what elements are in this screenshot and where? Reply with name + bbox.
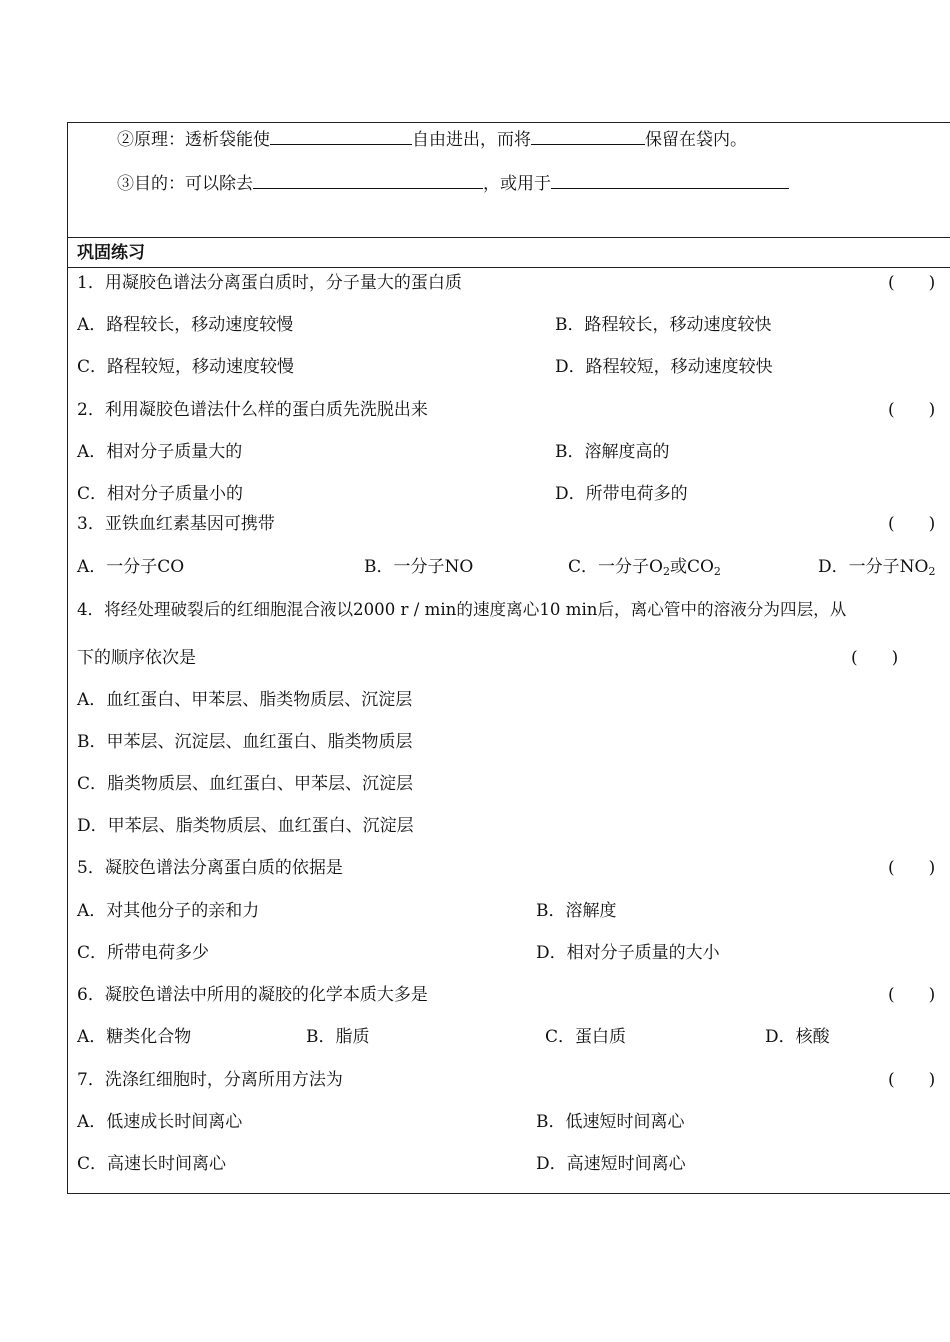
question-stem: 1．用凝胶色谱法分离蛋白质时，分子量大的蛋白质 <box>77 273 462 293</box>
purpose-line: ③目的：可以除去 ，或用于 <box>117 172 789 194</box>
option-b[interactable]: B．甲苯层、沉淀层、血红蛋白、脂类物质层 <box>77 732 413 752</box>
option-a[interactable]: A．一分子CO <box>77 557 185 577</box>
option-a[interactable]: A．路程较长，移动速度较慢 <box>77 315 294 335</box>
blank-field[interactable] <box>253 172 483 189</box>
question-stem: 6．凝胶色谱法中所用的凝胶的化学本质大多是 <box>77 985 428 1005</box>
question-stem: 7．洗涤红细胞时，分离所用方法为 <box>77 1070 343 1090</box>
option-b[interactable]: B．溶解度高的 <box>555 442 670 462</box>
option-c[interactable]: C．蛋白质 <box>545 1027 627 1047</box>
option-d[interactable]: D．高速短时间离心 <box>536 1154 686 1174</box>
option-a[interactable]: A．低速成长时间离心 <box>77 1112 243 1132</box>
section-title: 巩固练习 <box>77 243 145 263</box>
option-d[interactable]: D．所带电荷多的 <box>555 484 688 504</box>
blank-field[interactable] <box>270 128 412 145</box>
option-a[interactable]: A．糖类化合物 <box>77 1027 192 1047</box>
principle-line: ②原理：透析袋能使 自由进出，而将 保留在袋内。 <box>117 130 747 150</box>
question-stem: 2．利用凝胶色谱法什么样的蛋白质先洗脱出来 <box>77 400 428 420</box>
answer-paren[interactable]: ( ) <box>888 858 936 878</box>
option-d[interactable]: D．甲苯层、脂类物质层、血红蛋白、沉淀层 <box>77 816 414 836</box>
option-d[interactable]: D．一分子$NO_2$ <box>818 557 936 578</box>
question-stem: 3．亚铁血红素基因可携带 <box>77 514 275 534</box>
option-b[interactable]: B．溶解度 <box>536 901 617 921</box>
answer-paren[interactable]: ( ) <box>851 648 899 668</box>
question-stem: 5．凝胶色谱法分离蛋白质的依据是 <box>77 858 343 878</box>
option-c[interactable]: C．所带电荷多少 <box>77 943 210 963</box>
option-b[interactable]: B．路程较长，移动速度较快 <box>555 315 772 335</box>
option-b[interactable]: B．脂质 <box>306 1027 370 1047</box>
divider <box>68 267 950 268</box>
option-c[interactable]: C．路程较短，移动速度较慢 <box>77 357 295 377</box>
answer-paren[interactable]: ( ) <box>888 985 936 1005</box>
question-stem: 4．将经处理破裂后的红细胞混合液以2000 r / min的速度离心10 min后，离心管中的溶液分为四层，从 <box>77 600 847 619</box>
option-a[interactable]: A．血红蛋白、甲苯层、脂类物质层、沉淀层 <box>77 690 413 710</box>
option-d[interactable]: D．核酸 <box>765 1027 830 1047</box>
option-c[interactable]: C．脂类物质层、血红蛋白、甲苯层、沉淀层 <box>77 774 414 794</box>
blank-field[interactable] <box>531 128 645 145</box>
option-c[interactable]: C．一分子$O_2$或$CO_2$ <box>568 557 721 578</box>
divider <box>68 237 950 238</box>
option-c[interactable]: C．高速长时间离心 <box>77 1154 227 1174</box>
answer-paren[interactable]: ( ) <box>888 273 936 293</box>
answer-paren[interactable]: ( ) <box>888 1070 936 1090</box>
option-d[interactable]: D．路程较短，移动速度较快 <box>555 357 773 377</box>
option-b[interactable]: B．低速短时间离心 <box>536 1112 685 1132</box>
option-c[interactable]: C．相对分子质量小的 <box>77 484 244 504</box>
question-stem-cont: 下的顺序依次是 <box>77 648 196 668</box>
blank-field[interactable] <box>551 172 789 189</box>
option-d[interactable]: D．相对分子质量的大小 <box>536 943 720 963</box>
answer-paren[interactable]: ( ) <box>888 514 936 534</box>
option-b[interactable]: B．一分子NO <box>364 557 474 577</box>
answer-paren[interactable]: ( ) <box>888 400 936 420</box>
option-a[interactable]: A．相对分子质量大的 <box>77 442 243 462</box>
option-a[interactable]: A．对其他分子的亲和力 <box>77 901 260 921</box>
